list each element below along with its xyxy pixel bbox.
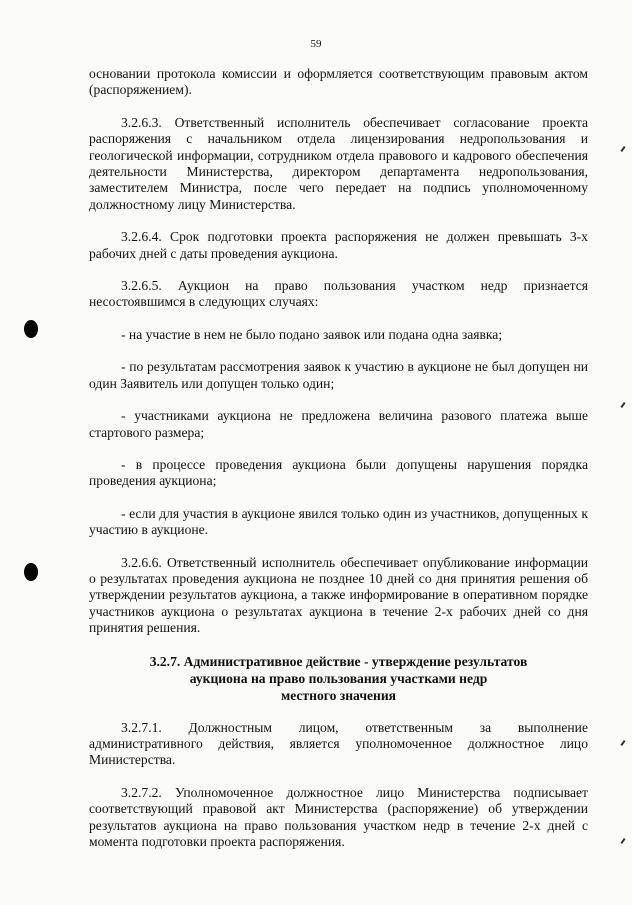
paragraph-3-2-6-6: 3.2.6.6. Ответственный исполнитель обеспечивает опубликование информации о результатах проведения аукциона не позднее 10 дней со дня принятия решения об утверждении результатов аукциона, а также информирование в оперативном порядке участников аукциона о результатах аукциона в течение 2-х рабочих дней со дня принятия решения.: [89, 554, 588, 636]
section-heading-3-2-7: [89, 653, 588, 704]
paragraph-3-2-6-4: 3.2.6.4. Срок подготовки проекта распоряжения не должен превышать 3-х рабочих дней с даты проведения аукциона.: [89, 229, 588, 261]
scan-mark: [620, 740, 625, 746]
scan-mark: [620, 146, 625, 152]
paragraph-continuation: основании протокола комиссии и оформляется соответствующим правовым актом (распоряжением).: [89, 66, 588, 98]
document-body: [89, 66, 588, 866]
heading-line: 3.2.7. Административное действие - утверждение результатов: [149, 653, 528, 669]
paragraph-3-2-6-5: 3.2.6.5. Аукцион на право пользования участком недр признается несостоявшимся в следующих случаях:: [89, 278, 588, 310]
paragraph-3-2-7-1: 3.2.7.1. Должностным лицом, ответственным за выполнение административного действия, является уполномоченное должностное лицо Министерства.: [89, 719, 588, 768]
list-item-procedure-violation: - в процессе проведения аукциона были допущены нарушения порядка проведения аукциона;: [89, 456, 588, 489]
list-item-single-participant: - если для участия в аукционе явился только один из участников, допущенных к участию в аукционе.: [89, 505, 588, 538]
scan-mark: [620, 402, 625, 408]
punch-hole-bottom: [24, 563, 38, 581]
list-item-no-applicant-admitted: - по результатам рассмотрения заявок к участию в аукционе не был допущен ни один Заявитель или допущен только один;: [89, 359, 588, 391]
list-item-no-applications: - на участие в нем не было подано заявок или подана одна заявка;: [121, 326, 503, 342]
heading-line: местного значения: [280, 687, 397, 703]
paragraph-3-2-6-3: 3.2.6.3. Ответственный исполнитель обеспечивает согласование проекта распоряжения с начальником отдела лицензирования недропользования и геологической информации, сотрудником отдела правового и кадрового обеспечения деятельности Министерства, директором департамента недропользования, заместителем Министра, после чего передает на подпись уполномоченному должностному лицу Министерства.: [89, 114, 588, 212]
heading-line: аукциона на право пользования участками недр: [189, 670, 488, 686]
scan-mark: [620, 838, 625, 844]
list-item-no-higher-bid: - участниками аукциона не предложена величина разового платежа выше стартового размера;: [89, 408, 588, 440]
page-number: 59: [310, 38, 322, 50]
paragraph-3-2-7-2: 3.2.7.2. Уполномоченное должностное лицо Министерства подписывает соответствующий правовой акт Министерства (распоряжение) об утверждении результатов аукциона на право пользования участком недр в течение 2-х дней с момента подготовки проекта распоряжения.: [89, 784, 588, 849]
punch-hole-top: [24, 320, 38, 338]
